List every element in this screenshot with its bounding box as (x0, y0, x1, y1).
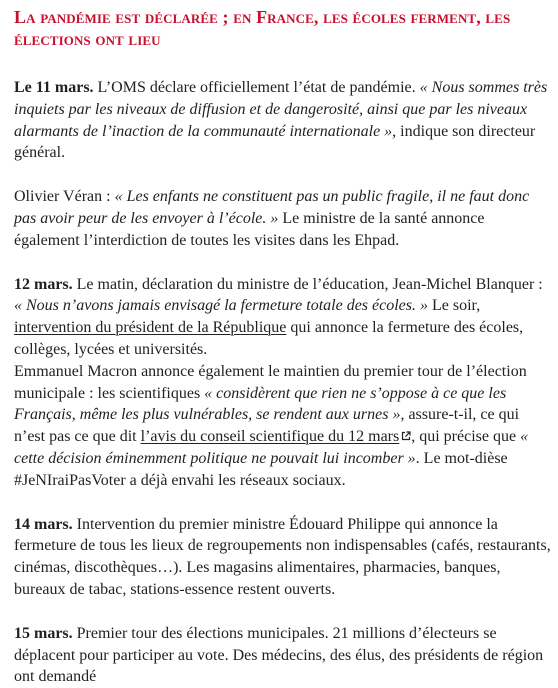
quote: « considèrent que rien ne s’oppose à ce que les Français, même les plus vulnérables, se rendent aux urnes » (14, 384, 507, 424)
paragraph-text: L’OMS déclare officiellement l’état de pandémie. (93, 79, 420, 96)
paragraph-text: Emmanuel Macron annonce également le maintien du premier tour de l’élection municipale : les scientifiques (14, 362, 527, 402)
paragraph-macron (14, 361, 554, 492)
paragraph-14-mars (14, 514, 554, 601)
paragraph-11-mars (14, 77, 554, 164)
article-body (14, 0, 554, 688)
quote: « Les enfants ne constituent pas un public fragile, il ne faut donc pas avoir peur de les envoyer à l’école. » (14, 188, 530, 227)
paragraph-text: , assure-t-il, ce qui n’est pas ce que dit (14, 406, 520, 446)
quote: « Nous n’avons jamais envisagé la fermeture totale des écoles. » (14, 297, 428, 315)
section-heading: La pandémie est déclarée ; en France, les écoles ferment, les élections ont lieu (14, 7, 511, 49)
paragraph-text: . Le mot-dièse #JeNIraiPasVoter a déjà envahi les réseaux sociaux. (14, 449, 508, 489)
paragraph-text: Le ministre de la santé annonce également l’interdiction de toutes les visites dans les Ehpad. (14, 209, 485, 249)
scientific-council-link-label: l’avis du conseil scientifique du 12 mars (140, 428, 400, 446)
paragraph-text: Intervention du premier ministre Édouard Philippe qui annonce la fermeture de tous les lieux de regroupements non indispensables (cafés, restaurants, cinémas, discothèques…). Les magasins alimentaires, pharmacies, banques, bureaux de tabac, stations-essence restent ouverts. (14, 515, 551, 598)
paragraph-text: , qui précise que (411, 428, 521, 446)
paragraph-text: Le matin, déclaration du ministre de l’éducation, Jean-Michel Blanquer : (72, 275, 543, 293)
date-label: Le 11 mars. (14, 79, 94, 96)
quote: « Nous sommes très inquiets par les niveaux de diffusion et de dangerosité, ainsi que par les niveaux alarmants de l’inaction de la communauté internationale » (14, 79, 548, 140)
paragraph-12-mars (14, 274, 554, 361)
date-label: 14 mars. (14, 515, 73, 533)
date-label: 12 mars. (14, 275, 73, 293)
paragraph-text: Olivier Véran : (14, 188, 115, 206)
president-intervention-link[interactable]: intervention du président de la République (14, 319, 287, 337)
quote: « cette décision éminemment politique ne pouvait lui incomber » (14, 428, 529, 467)
paragraph-veran (14, 186, 554, 251)
paragraph-text: qui annonce la fermeture des écoles, collèges, lycées et universités. (14, 319, 524, 358)
external-link-icon (401, 431, 411, 441)
paragraph-text: , indique son directeur général. (14, 122, 536, 162)
scientific-council-link[interactable] (141, 428, 412, 445)
paragraph-text: Le soir, (428, 297, 481, 315)
date-label: 15 mars. (14, 624, 73, 642)
paragraph-15-mars (14, 623, 554, 688)
paragraph-text: Premier tour des élections municipales. 21 millions d’électeurs se déplacent pour participer au vote. Des médecins, des élus, des présidents de région ont demandé (14, 624, 544, 686)
